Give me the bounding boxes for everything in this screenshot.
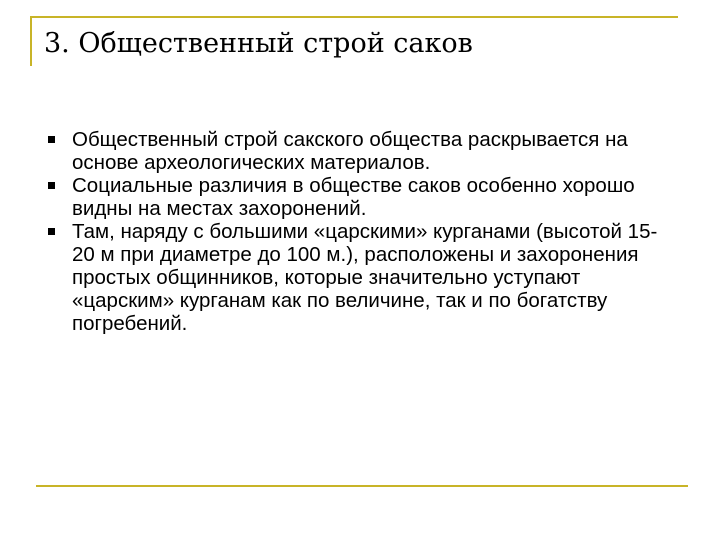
frame-line-bottom — [36, 485, 688, 487]
bullet-text: Там, наряду с большими «царскими» курганами (высотой 15-20 м при диаметре до 100 м.), расположены и захоронения простых общинников, которые значительно уступают «царским» курганам как по величине, так и по богатству погребений. — [72, 220, 658, 335]
square-bullet-icon — [48, 228, 55, 235]
bullet-item-3 — [48, 220, 678, 335]
frame-line-top — [30, 16, 678, 18]
bullet-list — [48, 128, 678, 335]
slide-title: 3. Общественный строй саков — [44, 28, 473, 59]
square-bullet-icon — [48, 136, 55, 143]
frame-line-left — [30, 16, 32, 66]
bullet-item-2 — [48, 174, 678, 220]
bullet-text: Социальные различия в обществе саков особенно хорошо видны на местах захоронений. — [72, 174, 635, 220]
square-bullet-icon — [48, 182, 55, 189]
bullet-text: Общественный строй сакского общества раскрывается на основе археологических материалов. — [72, 128, 628, 174]
bullet-item-1 — [48, 128, 678, 174]
